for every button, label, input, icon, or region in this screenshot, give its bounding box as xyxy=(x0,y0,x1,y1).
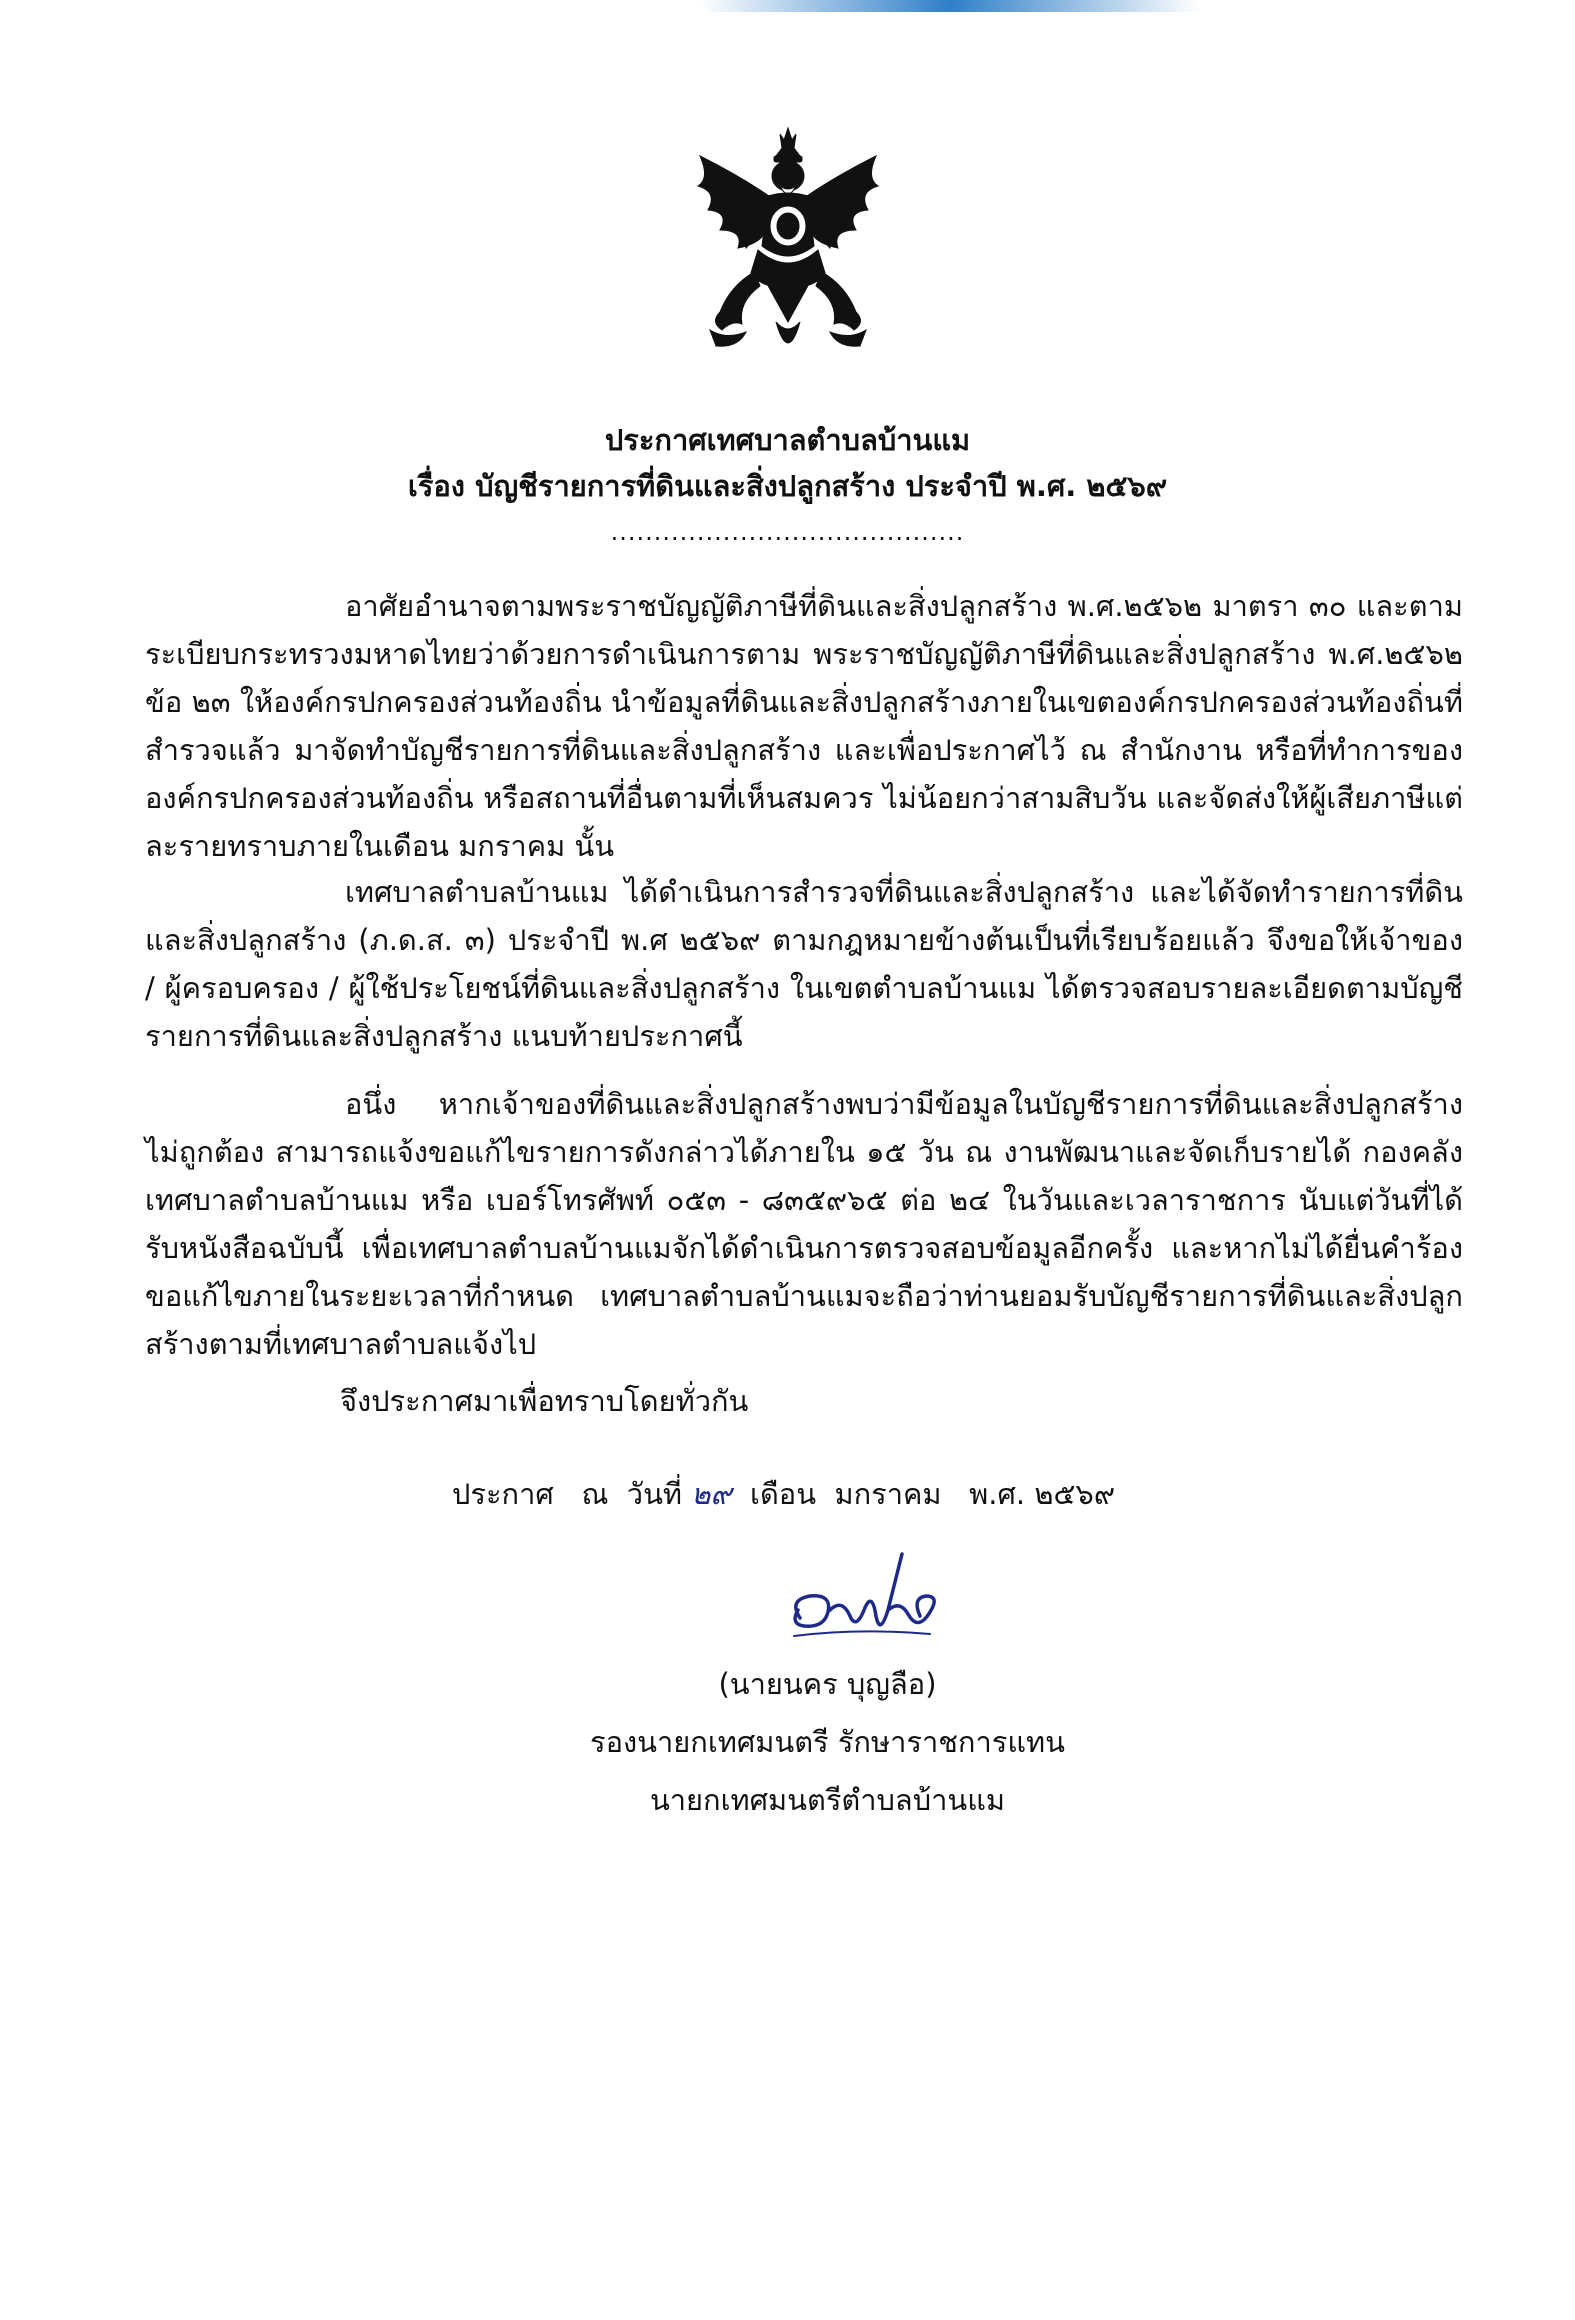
title-separator: ......................................... xyxy=(610,518,965,546)
garuda-emblem-icon xyxy=(680,126,896,366)
date-day-handwritten: ๒๙ xyxy=(691,1477,732,1511)
closing-statement: จึงประกาศมาเพื่อทราบโดยทั่วกัน xyxy=(340,1384,749,1418)
date-suffix: เดือน มกราคม พ.ศ. ๒๕๖๙ xyxy=(731,1477,1116,1511)
body-paragraph-2: เทศบาลตำบลบ้านแม ได้ดำเนินการสำรวจที่ดินและสิ่งปลูกสร้าง และได้จัดทำรายการที่ดินและสิ่งปลูกสร้าง (ภ.ด.ส. ๓) ประจำปี พ.ศ ๒๕๖๙ ตามกฎหมายข้างต้นเป็นที่เรียบร้อยแล้ว จึงขอให้เจ้าของ / ผู้ครอบครอง / ผู้ใช้ประโยชน์ที่ดินและสิ่งปลูกสร้าง ในเขตตำบลบ้านแม ได้ตรวจสอบรายละเอียดตามบัญชีรายการที่ดินและสิ่งปลูกสร้าง แนบท้ายประกาศนี้ xyxy=(145,875,1463,1053)
body-paragraph-3: อนึ่ง หากเจ้าของที่ดินและสิ่งปลูกสร้างพบว่ามีข้อมูลในบัญชีรายการที่ดินและสิ่งปลูกสร้างไม่ถูกต้อง สามารถแจ้งขอแก้ไขรายการดังกล่าวได้ภายใน ๑๕ วัน ณ งานพัฒนาและจัดเก็บรายได้ กองคลัง เทศบาลตำบลบ้านแม หรือ เบอร์โทรศัพท์ ๐๕๓ - ๘๓๕๙๖๕ ต่อ ๒๔ ในวันและเวลาราชการ นับแต่วันที่ได้รับหนังสือฉบับนี้ เพื่อเทศบาลตำบลบ้านแมจักได้ดำเนินการตรวจสอบข้อมูลอีกครั้ง และหากไม่ได้ยื่นคำร้องขอแก้ไขภายในระยะเวลาที่กำหนด เทศบาลตำบลบ้านแมจะถือว่าท่านยอมรับบัญชีรายการที่ดินและสิ่งปลูกสร้างตามที่เทศบาลตำบลแจ้งไป xyxy=(145,1087,1463,1361)
body-paragraph-1: อาศัยอำนาจตามพระราชบัญญัติภาษีที่ดินและสิ่งปลูกสร้าง พ.ศ.๒๕๖๒ มาตรา ๓๐ และตามระเบียบกระทรวงมหาดไทยว่าด้วยการดำเนินการตาม พระราชบัญญัติภาษีที่ดินและสิ่งปลูกสร้าง พ.ศ.๒๕๖๒ ข้อ ๒๓ ให้องค์กรปกครองส่วนท้องถิ่น นำข้อมูลที่ดินและสิ่งปลูกสร้างภายในเขตองค์กรปกครองส่วนท้องถิ่นที่ สำรวจแล้ว มาจัดทำบัญชีรายการที่ดินและสิ่งปลูกสร้าง และเพื่อประกาศไว้ ณ สำนักงาน หรือที่ทำการของ องค์กรปกครองส่วนท้องถิ่น หรือสถานที่อื่นตามที่เห็นสมควร ไม่น้อยกว่าสามสิบวัน และจัดส่งให้ผู้เสียภาษีแต่ ละรายทราบภายในเดือน มกราคม นั้น xyxy=(145,589,1463,863)
date-prefix: ประกาศ ณ วันที่ xyxy=(452,1477,692,1511)
announcement-date xyxy=(452,1470,1115,1518)
announcement-subject: เรื่อง บัญชีรายการที่ดินและสิ่งปลูกสร้าง ประจำปี พ.ศ. ๒๕๖๙ xyxy=(407,469,1168,503)
signatory-name: (นายนคร บุญลือ) xyxy=(718,1667,937,1701)
signatory-position-1: รองนายกเทศมนตรี รักษาราชการแทน xyxy=(590,1725,1065,1759)
announcement-title: ประกาศเทศบาลตำบลบ้านแม xyxy=(604,423,971,457)
page-top-edge xyxy=(700,0,1200,12)
signatory-position-2: นายกเทศมนตรีตำบลบ้านแม xyxy=(649,1783,1006,1817)
handwritten-signature xyxy=(780,1540,950,1660)
